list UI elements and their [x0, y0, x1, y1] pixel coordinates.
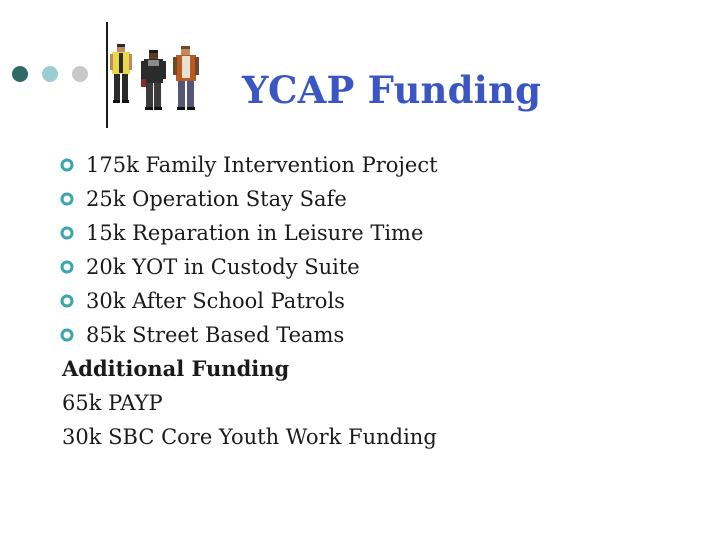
decor-dot-light: [42, 66, 58, 82]
bullet-item: [62, 284, 682, 318]
bullet-text: 175k Family Intervention Project: [86, 153, 438, 177]
content-body: [62, 148, 682, 454]
bullet-text: 15k Reparation in Leisure Time: [86, 221, 424, 245]
circle-bullet-icon: [60, 260, 74, 274]
decor-dot-dark: [12, 66, 28, 82]
decor-dot-grey: [72, 66, 88, 82]
bullet-item: [62, 250, 682, 284]
bullet-text: 30k After School Patrols: [86, 289, 345, 313]
additional-item: 65k PAYP: [62, 391, 163, 415]
circle-bullet-icon: [60, 226, 74, 240]
bullet-item: [62, 182, 682, 216]
people-illustration: [108, 44, 204, 120]
additional-funding-heading: Additional Funding: [62, 356, 290, 381]
circle-bullet-icon: [60, 158, 74, 172]
bullet-text: 25k Operation Stay Safe: [86, 187, 347, 211]
bullet-text: 85k Street Based Teams: [86, 323, 345, 347]
additional-item: 30k SBC Core Youth Work Funding: [62, 425, 437, 449]
circle-bullet-icon: [60, 192, 74, 206]
person-1-icon: [110, 44, 132, 103]
circle-bullet-icon: [60, 294, 74, 308]
circle-bullet-icon: [60, 328, 74, 342]
bullet-item: [62, 148, 682, 182]
slide-title: YCAP Funding: [242, 68, 542, 112]
person-3-icon: [173, 46, 199, 110]
bullet-text: 20k YOT in Custody Suite: [86, 255, 360, 279]
person-2-icon: [141, 50, 166, 110]
bullet-item: [62, 216, 682, 250]
bullet-item: [62, 318, 682, 352]
